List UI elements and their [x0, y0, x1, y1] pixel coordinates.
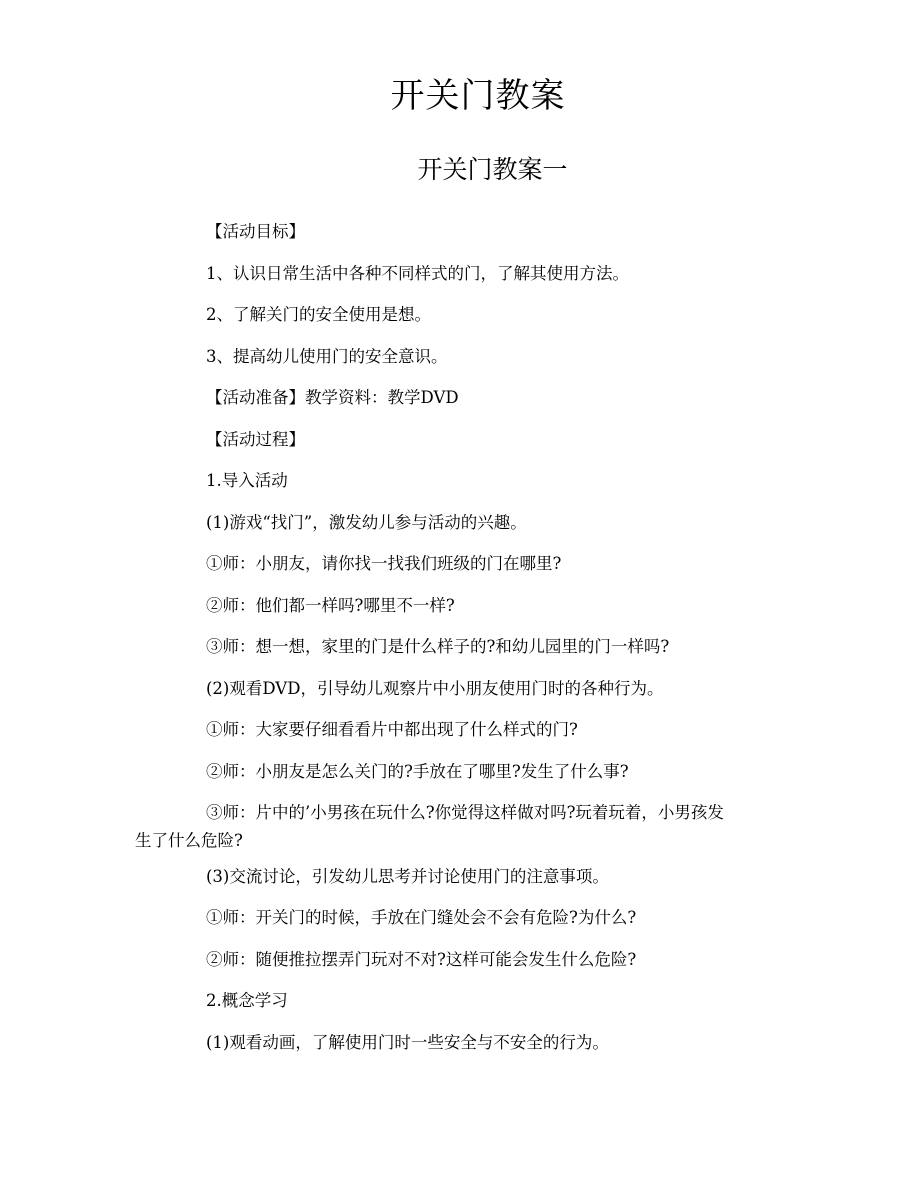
- section-heading-goals: 【活动目标】: [206, 222, 305, 241]
- paragraph-line: (1)观看动画，了解使用门时一些安全与不安全的行为。: [206, 1033, 609, 1052]
- paragraph-line: ②师：随便推拉摆弄门玩对不对?这样可能会发生什么危险?: [206, 950, 637, 969]
- section-heading-process: 【活动过程】: [206, 430, 305, 449]
- paragraph-line: 生了什么危险?: [135, 831, 243, 850]
- paragraph-line: (2)观看DVD，引导幼儿观察片中小朋友使用门时的各种行为。: [206, 679, 664, 698]
- paragraph-line: 1.导入活动: [206, 471, 288, 490]
- paragraph-line: (3)交流讨论，引发幼儿思考并讨论使用门的注意事项。: [206, 867, 609, 886]
- document-subtitle: 开关门教案一: [417, 155, 568, 184]
- paragraph-line: ③师：片中的’小男孩在玩什么?你觉得这样做对吗?玩着玩着，小男孩发: [206, 803, 724, 822]
- section-heading-preparation: 【活动准备】教学资料：教学DVD: [206, 388, 459, 407]
- paragraph-line: ①师：小朋友，请你找一找我们班级的门在哪里?: [206, 554, 562, 573]
- document-title: 开关门教案: [390, 76, 566, 116]
- section-heading-concept: 2.概念学习: [206, 991, 288, 1010]
- paragraph-line: 2、了解关门的安全使用是想。: [206, 305, 431, 324]
- paragraph-line: ②师：小朋友是怎么关门的?手放在了哪里?发生了什么事?: [206, 762, 629, 781]
- paragraph-line: ①师：开关门的时候，手放在门缝处会不会有危险?为什么?: [206, 908, 637, 927]
- paragraph-line: 3、提高幼儿使用门的安全意识。: [206, 347, 448, 366]
- wrapped-paragraph: [135, 799, 795, 855]
- paragraph-line: ②师：他们都一样吗?哪里不一样?: [206, 596, 455, 615]
- paragraph-line: ③师：想一想，家里的门是什么样子的?和幼儿园里的门一样吗?: [206, 637, 670, 656]
- paragraph-line: ①师：大家要仔细看看片中都出现了什么样式的门?: [206, 720, 578, 739]
- paragraph-line: (1)游戏“找门”，激发幼儿参与活动的兴趣。: [206, 513, 527, 532]
- paragraph-line: 1、认识日常生活中各种不同样式的门，了解其使用方法。: [206, 264, 629, 283]
